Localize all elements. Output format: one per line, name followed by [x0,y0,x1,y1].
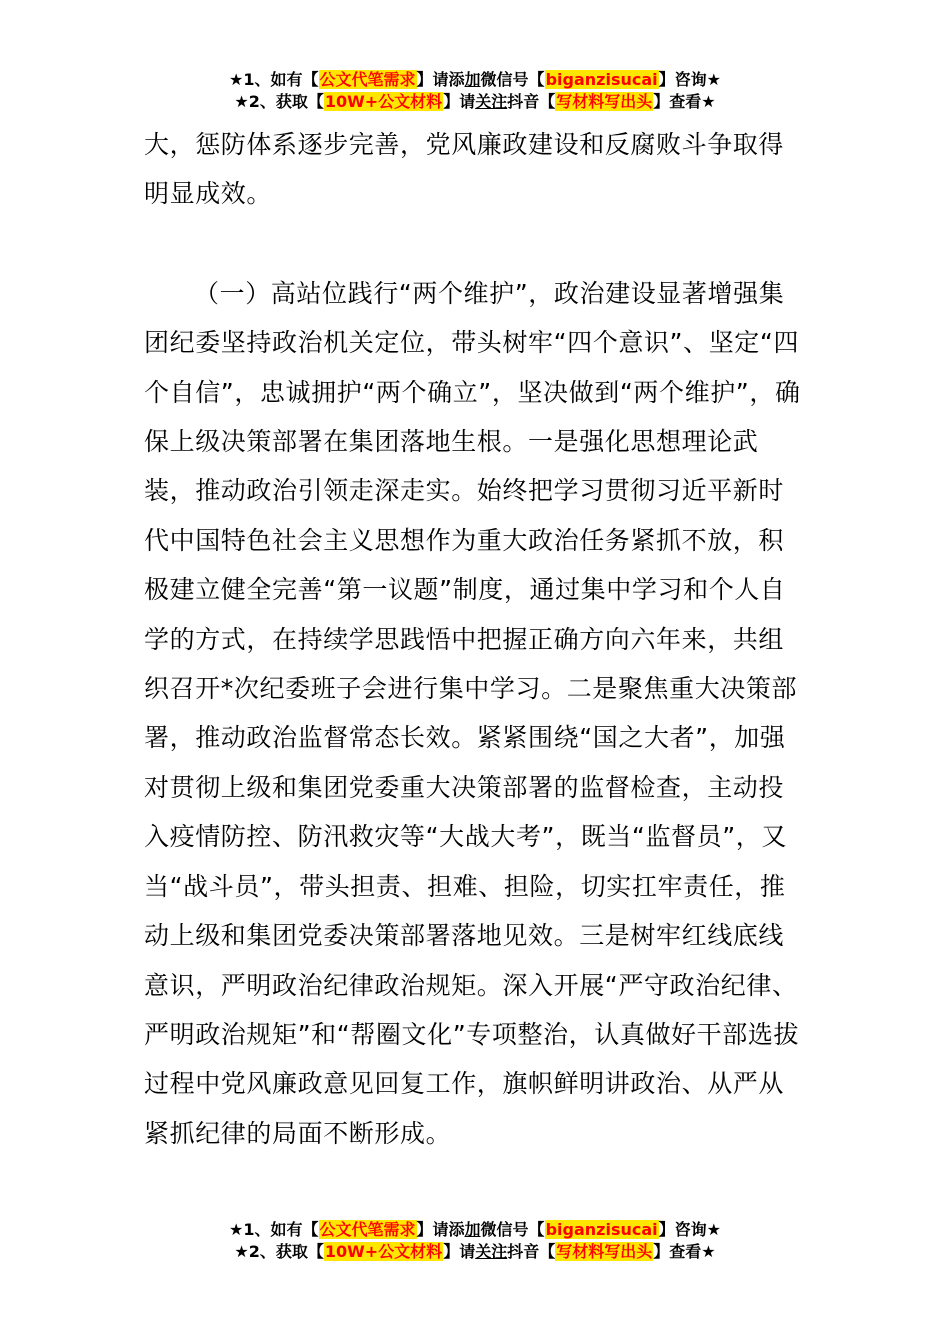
banner-text: 】咨询★ [658,1220,721,1239]
paragraph-section-1: （一）高站位践行“两个维护”，政治建设显著增强集团纪委坚持政治机关定位，带头树牢“四个意识”、坚定“四个自信”，忠诚拥护“两个确立”，坚决做到“两个维护”，确保上级决策部署在集团落地生根。一是强化思想理论武装，推动政治引领走深走实。始终把学习贯彻习近平新时代中国特色社会主义思想作为重大政治任务紧抓不放，积极建立健全完善“第一议题”制度，通过集中学习和个人自学的方式，在持续学思践悟中把握正确方向六年来，共组织召开*次纪委班子会进行集中学习。二是聚焦重大决策部署，推动政治监督常态长效。紧紧围绕“国之大者”，加强对贯彻上级和集团党委重大决策部署的监督检查，主动投入疫情防控、防汛救灾等“大战大考”，既当“监督员”，又当“战斗员”，带头担责、担难、担险，切实扛牢责任，推动上级和集团党委决策部署落地见效。三是树牢红线底线意识，严明政治纪律政治规矩。深入开展“严守政治纪律、严明政治规矩”和“帮圈文化”专项整治，认真做好干部选拔过程中党风廉政意见回复工作，旗帜鲜明讲政治、从严从紧抓纪律的局面不断形成。 [144,278,801,1148]
star-icon: ★ [234,92,249,111]
banner-text-underlined: 加 [464,1220,481,1239]
banner-text: 】查看★ [653,92,716,111]
banner-text-underlined: 关注 [475,92,508,111]
star-icon: ★ [229,70,244,89]
highlight-service: 公文代笔需求 [319,70,416,89]
paragraph-continuation: 大，惩防体系逐步完善，党风廉政建设和反腐败斗争取得明显成效。 [144,130,785,209]
banner-text: 2、获取【 [248,92,324,111]
banner-text: 】咨询★ [658,70,721,89]
highlight-douyin-account: 写材料写出头 [556,92,653,111]
banner-text: 】查看★ [653,1242,716,1261]
banner-text: 】请添 [416,70,465,89]
banner-text: 】请 [443,92,476,111]
banner-text: 抖音【 [507,92,556,111]
banner-line-1 [0,1219,950,1241]
banner-text: 微信号【 [480,1220,545,1239]
footer-banner [0,1219,950,1263]
banner-text-underlined: 加 [464,70,481,89]
banner-text: 】请 [443,1242,476,1261]
banner-text-underlined: 关注 [475,1242,508,1261]
banner-line-2 [0,1241,950,1263]
highlight-douyin-account: 写材料写出头 [556,1242,653,1261]
star-icon: ★ [229,1220,244,1239]
highlight-wechat-id: biganzisucai [545,70,658,89]
banner-text: 抖音【 [507,1242,556,1261]
banner-text: 2、获取【 [248,1242,324,1261]
highlight-materials: 10W+公文材料 [324,1242,443,1261]
banner-text: 1、如有【 [243,1220,319,1239]
banner-text: 】请添 [416,1220,465,1239]
header-banner [0,69,950,113]
highlight-service: 公文代笔需求 [319,1220,416,1239]
banner-text: 1、如有【 [243,70,319,89]
banner-line-2 [0,91,950,113]
star-icon: ★ [234,1242,249,1261]
highlight-materials: 10W+公文材料 [324,92,443,111]
banner-line-1 [0,69,950,91]
banner-text: 微信号【 [480,70,545,89]
paragraph-gap [144,219,809,269]
document-body [144,120,809,1158]
highlight-wechat-id: biganzisucai [545,1220,658,1239]
